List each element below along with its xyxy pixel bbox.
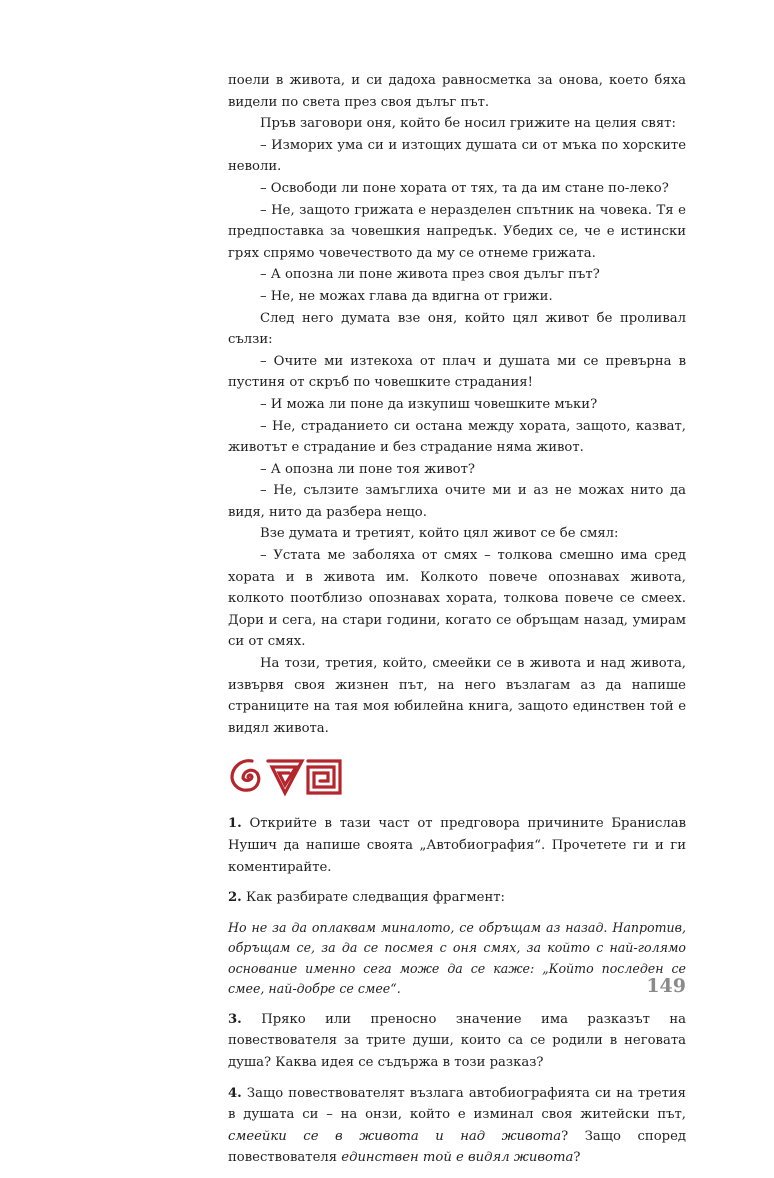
question-text: Открийте в тази част от предговора причините Бранислав Нушич да напише своята „Автобиография“. Прочетете ги и ги коментирайте. <box>228 816 686 875</box>
question-number: 2. <box>228 890 242 906</box>
paragraph: След него думата взе оня, който цял живот бе проливал сълзи: <box>228 310 686 348</box>
question-4 <box>228 1083 686 1169</box>
paragraph: Пръв заговори оня, който бе носил грижите на целия свят: <box>260 116 676 132</box>
question-text: Защо повествователят възлага автобиографията си на третия в душата си – на онзи, който е изминал своя житейски път, <box>228 1085 686 1123</box>
question-2 <box>228 887 686 909</box>
question-text: ? Защо според повествователя <box>228 1128 686 1166</box>
question-text: Как разбирате следващия фрагмент: <box>245 890 505 906</box>
paragraph: – Устата ме заболяха от смях – толкова смешно има сред хората и в живота им. Колкото повече опознавах живота, колкото поотблизо опознавах хората, толкова повече се смеех. Дори и сега, на стари години, когато се обръщам назад, умирам си от смях. <box>228 548 686 650</box>
paragraph: Взе думата и третият, който цял живот се бе смял: <box>260 526 619 542</box>
paragraph: – И можа ли поне да изкупиш човешките мъки? <box>260 396 598 412</box>
quoted-fragment: Но не за да оплаквам миналото, се обръщам аз назад. Напротив, обръщам се, за да се посмея с оня смях, за който с най-голямо основание именно сега може да се каже: „Който последен се смее, най-добре се смее“. <box>228 919 686 997</box>
paragraph: поели в живота, и си дадоха равносметка за онова, което бяха видели по света през своя дълъг път. <box>228 73 686 110</box>
paragraph: – Не, страданието си остана между хората, защото, казват, животът е страдание и без страдание няма живот. <box>228 418 686 456</box>
question-italic: смеейки се в живота и над живота <box>228 1128 562 1144</box>
paragraph: – Не, сълзите замъглиха очите ми и аз не можах нито да видя, нито да разбера нещо. <box>228 483 686 520</box>
paragraph: – А опозна ли поне живота през своя дълъг път? <box>260 267 600 283</box>
paragraph: – Не, не можах глава да вдигна от грижи. <box>260 288 553 304</box>
question-3 <box>228 1009 686 1074</box>
paragraph: – Не, защото грижата е неразделен спътник на човека. Тя е предпоставка за човешкия напредък. Убедих се, че е истински грях спрямо човечеството да му се отнеме грижата. <box>228 202 686 261</box>
paragraph: – Изморих ума си и изтощих душата си от мъка по хорските неволи. <box>228 137 686 175</box>
question-italic: единствен той е видял живота <box>341 1150 574 1166</box>
paragraph: – Очите ми изтекоха от плач и душата ми се превърна в пустиня от скръб по човешките страдания! <box>228 353 686 391</box>
paragraph: На този, третия, който, смеейки се в живота и над живота, извървя своя жизнен път, на него възлагам аз да напише страниците на тая моя юбилейна книга, защото единствен той е видял живота. <box>228 656 686 736</box>
page-number: 149 <box>646 975 686 997</box>
question-text: ? <box>573 1150 581 1166</box>
question-number: 3. <box>228 1011 242 1027</box>
question-number: 1. <box>228 816 242 832</box>
paragraph: – Освободи ли поне хората от тях, та да им стане по-леко? <box>260 180 669 196</box>
question-text: Пряко или преносно значение има разказът на повествователя за трите души, които са се родили в неговата душа? Каква идея се съдържа в този разказ? <box>228 1011 686 1070</box>
paragraph: – А опозна ли поне тоя живот? <box>260 461 475 477</box>
question-number: 4. <box>228 1085 242 1101</box>
page-body <box>228 70 686 1178</box>
spiral-triangle-square-ornament-icon <box>228 757 686 797</box>
question-1 <box>228 813 686 878</box>
